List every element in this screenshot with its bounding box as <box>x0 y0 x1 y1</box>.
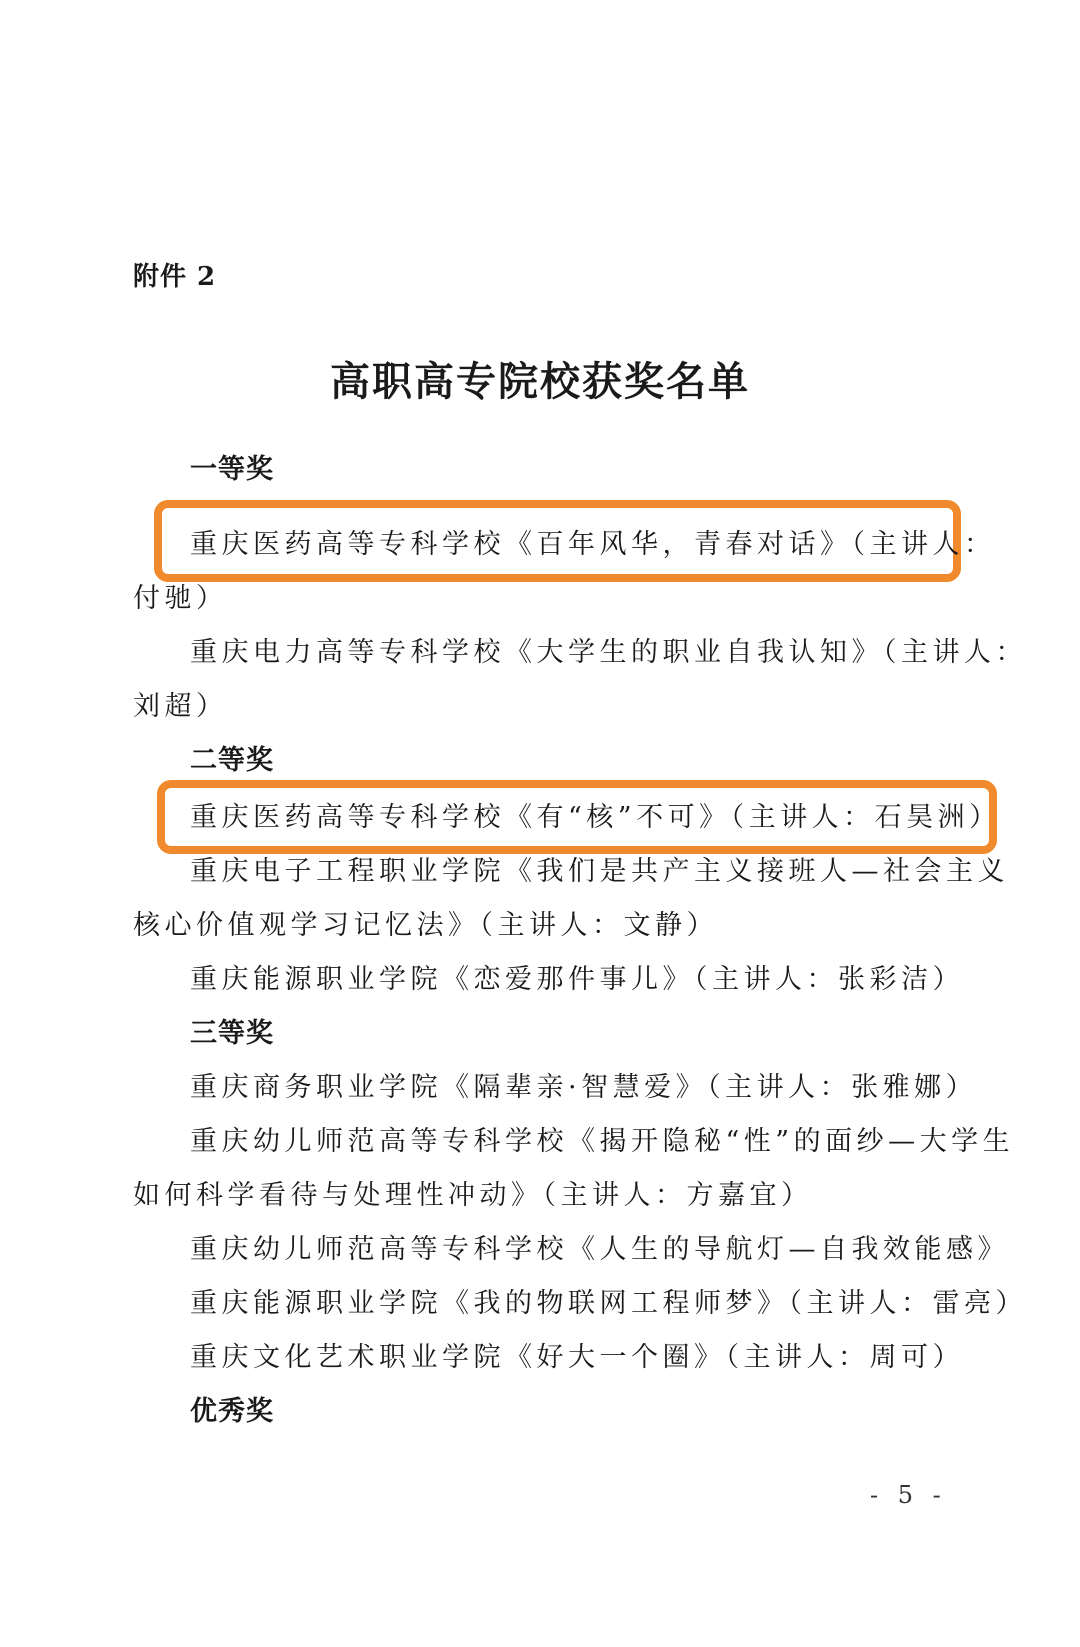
award-entry-line: 重庆能源职业学院《我的物联网工程师梦》（主讲人：雷亮） <box>190 1288 1027 1319</box>
award-entry-line: 重庆电子工程职业学院《我们是共产主义接班人—社会主义 <box>190 856 1009 887</box>
award-entry-line: 重庆医药高等专科学校《百年风华，青春对话》（主讲人： <box>190 529 996 560</box>
award-entry-line: 重庆幼儿师范高等专科学校《人生的导航灯—自我效能感》 <box>190 1234 1009 1265</box>
third-prize-heading: 三等奖 <box>190 1018 274 1049</box>
award-entry-line: 核心价值观学习记忆法》（主讲人：文静） <box>133 910 718 941</box>
award-entry-line: 重庆能源职业学院《恋爱那件事儿》（主讲人：张彩洁） <box>190 964 964 995</box>
award-entry-line: 重庆文化艺术职业学院《好大一个圈》（主讲人：周可） <box>190 1342 964 1373</box>
award-entry-line: 重庆商务职业学院《隔辈亲·智慧爱》（主讲人：张雅娜） <box>190 1072 978 1103</box>
award-entry-line: 如何科学看待与处理性冲动》（主讲人：方嘉宜） <box>133 1180 813 1211</box>
award-entry-line: 重庆医药高等专科学校《有“核”不可》（主讲人：石昊洲） <box>190 802 1001 833</box>
attachment-label: 附件 2 <box>133 262 217 292</box>
award-entry-line: 刘超） <box>133 691 228 722</box>
page-number: - 5 - <box>870 1481 947 1509</box>
first-prize-heading: 一等奖 <box>190 454 274 485</box>
page-title: 高职高专院校获奖名单 <box>330 358 750 405</box>
excellence-prize-heading: 优秀奖 <box>190 1396 274 1427</box>
award-entry-line: 重庆幼儿师范高等专科学校《揭开隐秘“性”的面纱—大学生 <box>190 1126 1015 1157</box>
award-entry-line: 重庆电力高等专科学校《大学生的职业自我认知》（主讲人： <box>190 637 1027 668</box>
award-entry-line: 付驰） <box>133 583 228 614</box>
second-prize-heading: 二等奖 <box>190 745 274 776</box>
